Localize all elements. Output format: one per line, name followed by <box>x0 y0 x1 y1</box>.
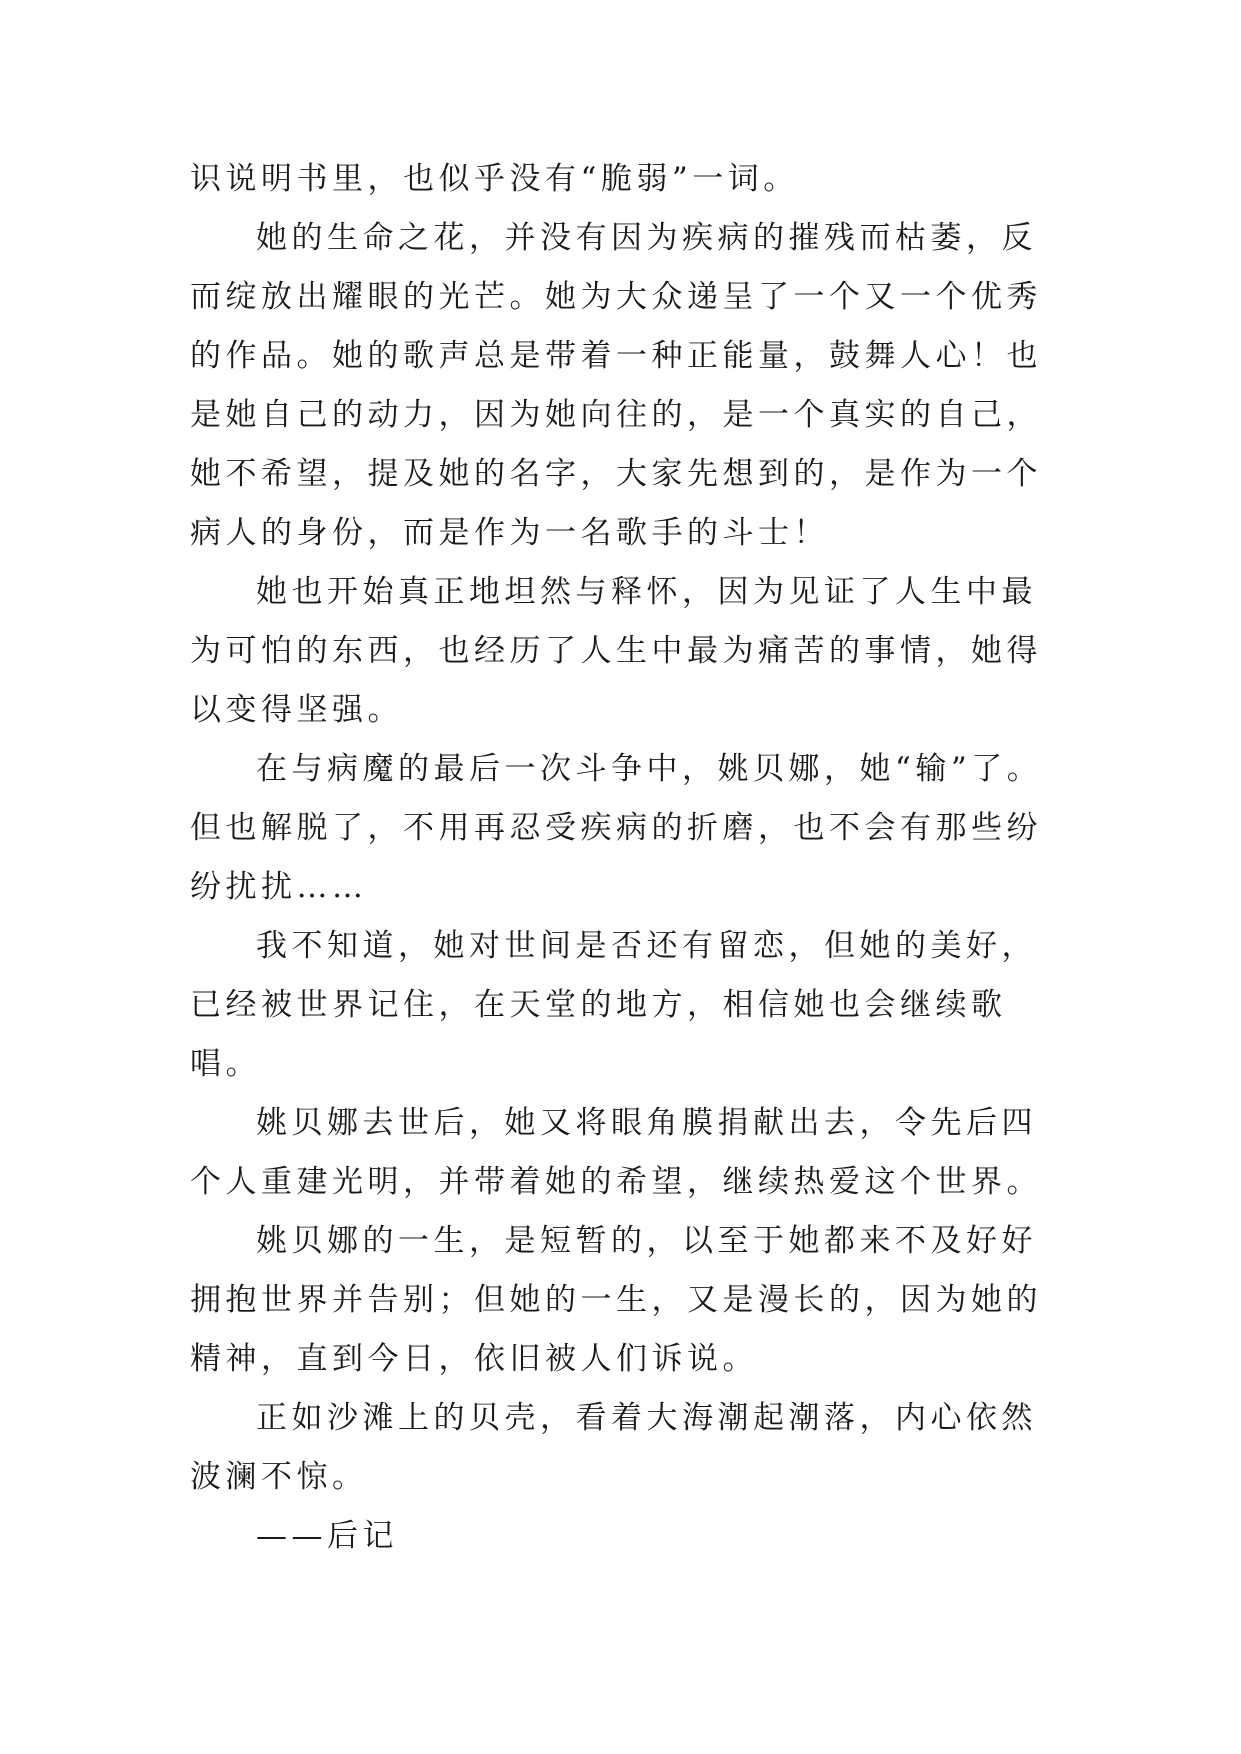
paragraph-continuation: 识说明书里，也似乎没有“脆弱”一词。 <box>190 161 799 197</box>
paragraph-remembered: 我不知道，她对世间是否还有留恋，但她的美好，已经被世界记住，在天堂的地方，相信她也会继续歌唱。 <box>190 928 1037 1082</box>
paragraph-last-battle: 在与病魔的最后一次斗争中，姚贝娜，她“输”了。但也解脱了，不用再忍受疾病的折磨，也不会有那些纷纷扰扰…… <box>190 751 1043 905</box>
document-body <box>190 150 1060 1566</box>
paragraph-seashell: 正如沙滩上的贝壳，看着大海潮起潮落，内心依然波澜不惊。 <box>190 1400 1037 1495</box>
paragraph-cornea-donation: 姚贝娜去世后，她又将眼角膜捐献出去，令先后四个人重建光明，并带着她的希望，继续热爱这个世界。 <box>190 1105 1042 1200</box>
paragraph-her-life: 姚贝娜的一生，是短暂的，以至于她都来不及好好拥抱世界并告别；但她的一生，又是漫长的，因为她的精神，直到今日，依旧被人们诉说。 <box>190 1223 1042 1377</box>
paragraph-postscript: ——后记 <box>256 1518 398 1554</box>
paragraph-composure: 她也开始真正地坦然与释怀，因为见证了人生中最为可怕的东西，也经历了人生中最为痛苦的事情，她得以变得坚强。 <box>190 574 1042 728</box>
paragraph-life-flower: 她的生命之花，并没有因为疾病的摧残而枯萎，反而绽放出耀眼的光芒。她为大众递呈了一个又一个优秀的作品。她的歌声总是带着一种正能量，鼓舞人心！也是她自己的动力，因为她向往的，是一个真实的自己，她不希望，提及她的名字，大家先想到的，是作为一个病人的身份，而是作为一名歌手的斗士！ <box>190 220 1042 551</box>
